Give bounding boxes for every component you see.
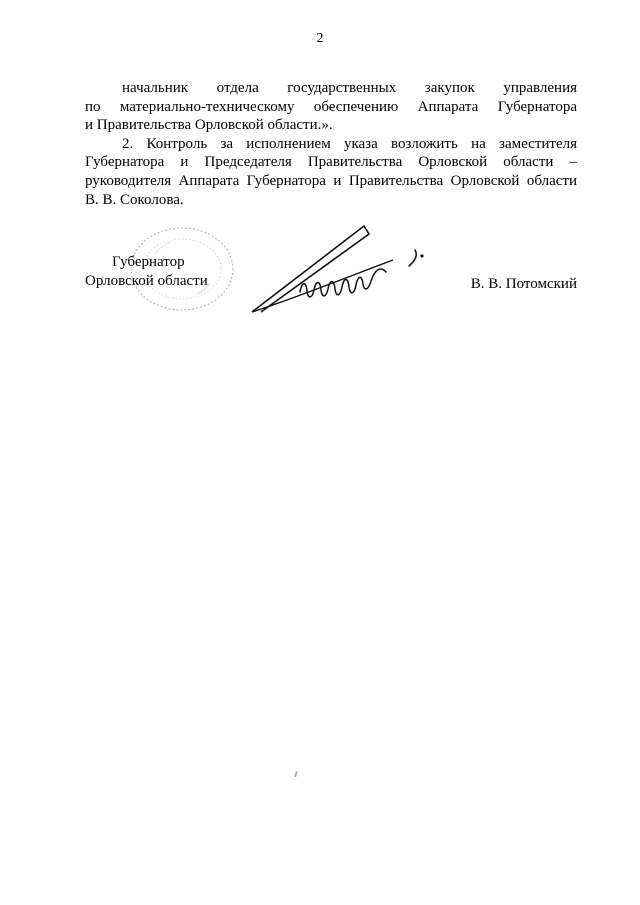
paragraph-2 bbox=[85, 135, 577, 209]
text-line: и Правительства Орловской области.». bbox=[85, 117, 333, 134]
signatory-name: В. В. Потомский bbox=[470, 276, 577, 292]
page-number: 2 bbox=[316, 31, 324, 46]
text-line: Губернатора и Председателя Правительства Орловской области – bbox=[85, 154, 577, 171]
handwritten-signature-icon bbox=[245, 218, 440, 320]
document-body bbox=[85, 79, 577, 209]
signatory-title bbox=[85, 253, 208, 290]
text-line: В. В. Соколова. bbox=[85, 191, 184, 208]
paragraph-1 bbox=[85, 79, 577, 135]
signatory-title-line: Орловской области bbox=[85, 272, 208, 289]
text-line: руководителя Аппарата Губернатора и Правительства Орловской области bbox=[85, 172, 577, 189]
text-line: начальник отдела государственных закупок управления bbox=[122, 80, 577, 96]
text-line: 2. Контроль за исполнением указа возложить на заместителя bbox=[122, 135, 577, 152]
text-line: по материально-техническому обеспечению Аппарата Губернатора bbox=[85, 98, 577, 115]
signatory-title-line: Губернатор bbox=[112, 254, 185, 270]
stray-mark bbox=[294, 771, 297, 777]
signature-section bbox=[85, 220, 577, 335]
